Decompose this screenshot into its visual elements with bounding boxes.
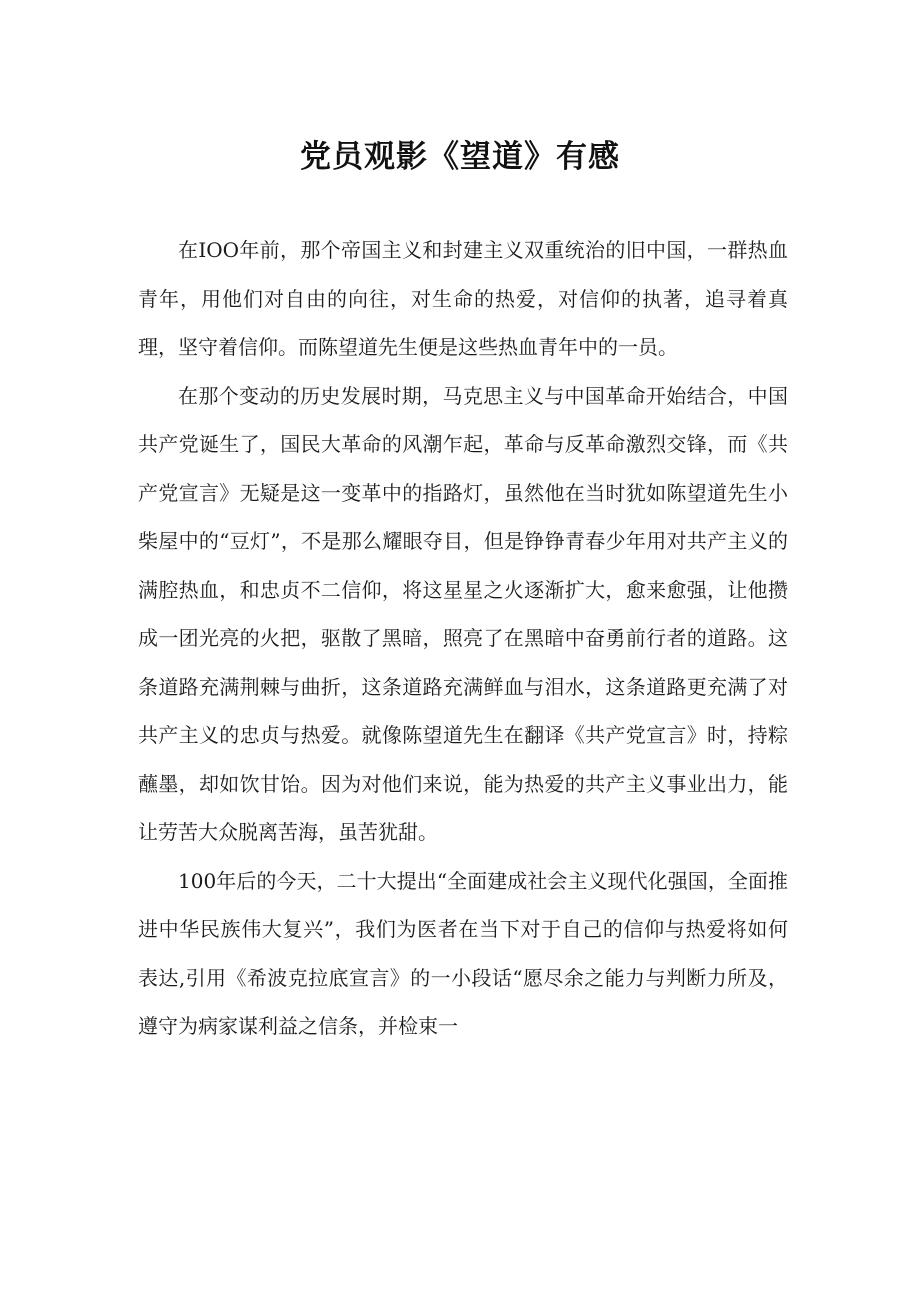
paragraph-1: 在IOO年前，那个帝国主义和封建主义双重统治的旧中国，一群热血青年，用他们对自由的向往，对生命的热爱，对信仰的执著，追寻着真理，坚守着信仰。而陈望道先生便是这些热血青年中的一员。 [138, 238, 788, 359]
paragraph-3: 100年后的今天，二十大提出“全面建成社会主义现代化强国，全面推进中华民族伟大复兴”，我们为医者在当下对于自己的信仰与热爱将如何表达,引用《希波克拉底宣言》的一小段话“愿尽余之能力与判断力所及，遵守为病家谋利益之信条，并检束一 [138, 868, 788, 1038]
document-body [138, 226, 788, 1051]
paragraph-2: 在那个变动的历史发展时期，马克思主义与中国革命开始结合，中国共产党诞生了，国民大革命的风潮乍起，革命与反革命激烈交锋，而《共产党宣言》无疑是这一变革中的指路灯，虽然他在当时犹如陈望道先生小柴屋中的“豆灯”，不是那么耀眼夺目，但是铮铮青春少年用对共产主义的满腔热血，和忠贞不二信仰，将这星星之火逐渐扩大，愈来愈强，让他攒成一团光亮的火把，驱散了黑暗，照亮了在黑暗中奋勇前行者的道路。这条道路充满荆棘与曲折，这条道路充满鲜血与泪水，这条道路更充满了对共产主义的忠贞与热爱。就像陈望道先生在翻译《共产党宣言》时，持粽蘸墨，却如饮甘饴。因为对他们来说，能为热爱的共产主义事业出力，能让劳苦大众脱离苦海，虽苦犹甜。 [138, 383, 788, 844]
document-title: 党员观影《望道》有感 [300, 139, 620, 175]
